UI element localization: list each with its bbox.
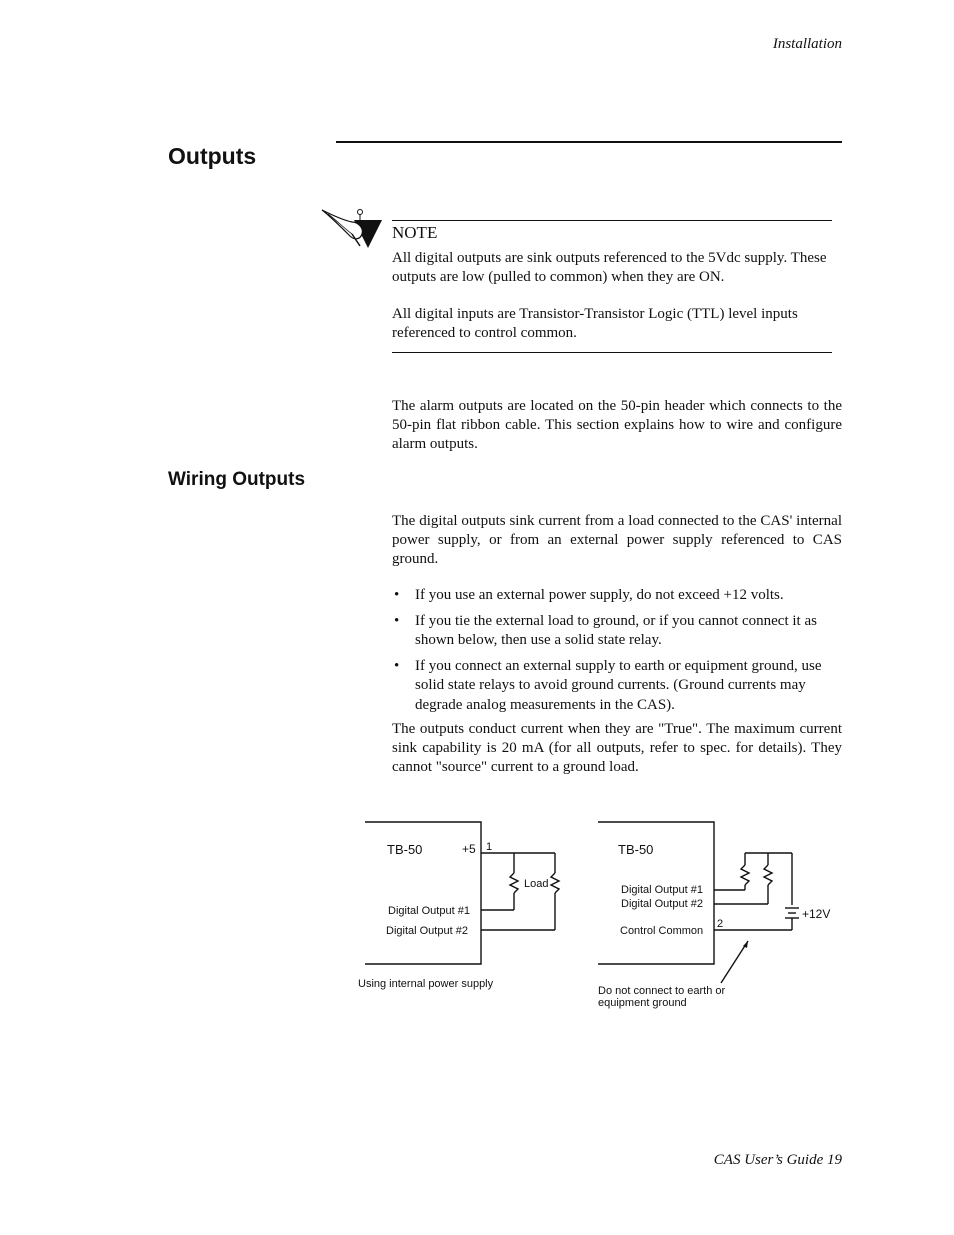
right-caption-line1: Do not connect to earth or (598, 985, 726, 997)
wiring-closing: The outputs conduct current when they are "True". The maximum current sink capability is 20 mA (for all outputs, refer to spec. for details). They cannot "source" current to a ground load. (392, 721, 842, 775)
wiring-intro: The digital outputs sink current from a load connected to the CAS' internal power supply, or from an external power supply referenced to CAS ground. (392, 513, 842, 567)
left-caption: Using internal power supply (358, 978, 494, 990)
list-item-text: If you use an external power supply, do not exceed +12 volts. (415, 587, 784, 603)
list-item-text: If you connect an external supply to earth or equipment ground, use solid state relays to avoid ground currents. (Ground currents may degrade analog measurements in the CAS). (415, 657, 822, 713)
list-item (392, 586, 842, 606)
plus5-label: +5 (462, 842, 476, 856)
wiring-bullet-list (392, 586, 842, 721)
list-item (392, 657, 842, 716)
note-pen-icon (320, 206, 384, 252)
subsection-title: Wiring Outputs (168, 469, 306, 490)
note-box (392, 220, 832, 353)
left-out1-label: Digital Output #1 (388, 905, 470, 917)
supply-label: +12V (802, 907, 831, 921)
bullet-icon: • (394, 612, 400, 629)
left-block-label: TB-50 (387, 842, 423, 857)
section-rule (336, 141, 842, 143)
section-title: Outputs (168, 143, 257, 169)
control-common-label: Control Common (620, 925, 704, 937)
list-item (392, 612, 842, 651)
right-caption-line2: equipment ground (598, 997, 687, 1009)
note-title: NOTE (392, 223, 438, 242)
list-item-text: If you tie the external load to ground, or if you cannot connect it as shown below, then use a solid state relay. (415, 612, 817, 648)
note-paragraph-inputs: All digital inputs are Transistor-Transistor Logic (TTL) level inputs referenced to control common. (392, 305, 798, 341)
bullet-icon: • (394, 657, 400, 674)
load-label: Load (524, 878, 549, 890)
page-footer: CAS User’s Guide 19 (713, 1152, 842, 1168)
right-block-label: TB-50 (618, 842, 654, 857)
note-paragraph-outputs: All digital outputs are sink outputs referenced to the 5Vdc supply. These outputs are low (pulled to common) when they are ON. (392, 249, 827, 285)
outputs-intro: The alarm outputs are located on the 50-pin header which connects to the 50-pin flat ribbon cable. This section explains how to wire and configure alarm outputs. (392, 398, 842, 452)
pin2-label: 2 (717, 918, 724, 930)
pin1-label: 1 (486, 841, 493, 853)
wiring-diagram (350, 815, 850, 1015)
left-out2-label: Digital Output #2 (386, 925, 468, 937)
right-out2-label: Digital Output #2 (621, 898, 703, 910)
running-header: Installation (772, 36, 842, 52)
right-out1-label: Digital Output #1 (621, 884, 703, 896)
bullet-icon: • (394, 587, 400, 603)
